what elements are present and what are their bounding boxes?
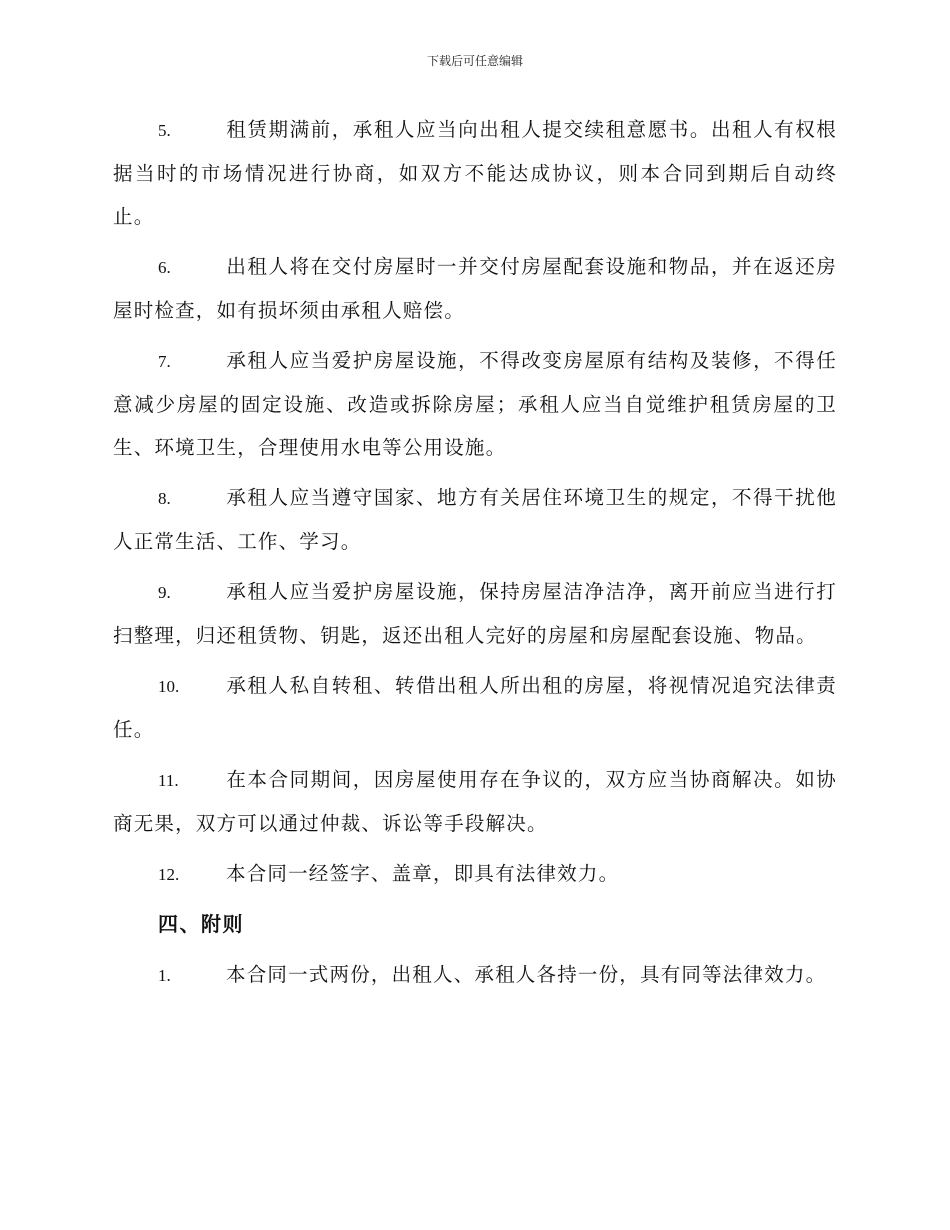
page-header: 下载后可任意编辑 <box>426 54 523 68</box>
clause-text: 租赁期满前，承租人应当向出租人提交续租意愿书。出租人有权根据当时的市场情况进行协商，如双方不能达成协议，则本合同到期后自动终止。 <box>113 118 837 228</box>
clause-text: 本合同一经签字、盖章，即具有法律效力。 <box>226 862 620 885</box>
clause-5 <box>113 108 837 238</box>
clause-11 <box>113 758 837 845</box>
clause-text: 承租人应当遵守国家、地方有关居住环境卫生的规定，不得干扰他人正常生活、工作、学习。 <box>113 486 837 553</box>
clause-number: 9. <box>158 583 171 602</box>
clause-number: 1. <box>158 966 171 985</box>
clause-number: 8. <box>158 489 171 508</box>
document-body <box>113 108 837 1004</box>
section-heading: 四、附则 <box>158 912 244 936</box>
clause-text: 在本合同期间，因房屋使用存在争议的，双方应当协商解决。如协商无果，双方可以通过仲裁、诉讼等手段解决。 <box>113 768 837 835</box>
clause-12 <box>113 852 837 896</box>
clause-text: 承租人私自转租、转借出租人所出租的房屋，将视情况追究法律责任。 <box>113 674 837 741</box>
clause-number: 5. <box>158 121 171 140</box>
clause-number: 6. <box>158 258 171 277</box>
clause-number: 7. <box>158 352 171 371</box>
clause-number: 10. <box>158 677 180 696</box>
clause-text: 出租人将在交付房屋时一并交付房屋配套设施和物品，并在返还房屋时检查，如有损坏须由承租人赔偿。 <box>113 255 837 322</box>
clause-number: 12. <box>158 865 180 884</box>
clause-10 <box>113 664 837 751</box>
clause-9 <box>113 570 837 657</box>
clause-6 <box>113 245 837 332</box>
clause-number: 11. <box>158 771 179 790</box>
clause-text: 承租人应当爱护房屋设施，保持房屋洁净洁净，离开前应当进行打扫整理，归还租赁物、钥匙，返还出租人完好的房屋和房屋配套设施、物品。 <box>113 580 837 647</box>
clause-7 <box>113 339 837 469</box>
clause-8 <box>113 476 837 563</box>
appendix-clause-1 <box>113 953 837 997</box>
clause-text: 承租人应当爱护房屋设施，不得改变房屋原有结构及装修，不得任意减少房屋的固定设施、改造或拆除房屋；承租人应当自觉维护租赁房屋的卫生、环境卫生，合理使用水电等公用设施。 <box>113 349 837 459</box>
clause-text: 本合同一式两份，出租人、承租人各持一份，具有同等法律效力。 <box>226 963 827 986</box>
